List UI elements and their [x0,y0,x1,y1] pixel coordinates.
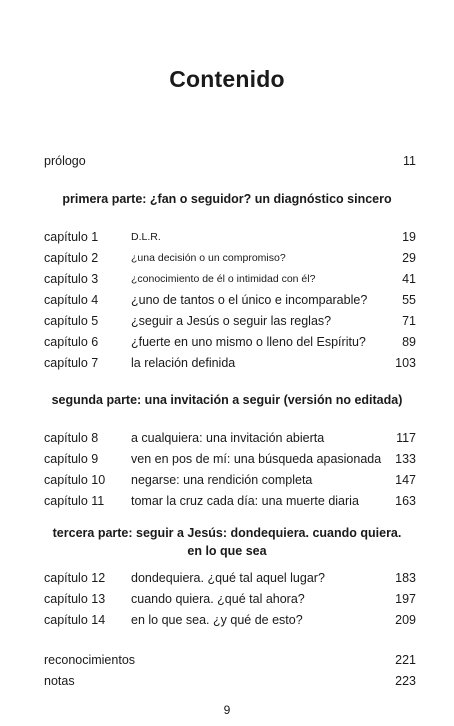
chapter-title: ven en pos de mí: una búsqueda apasionada [131,452,382,466]
toc-label: notas [44,674,75,688]
toc-page-number: 29 [402,251,416,265]
toc-page-number: 117 [396,431,416,445]
chapter-title: D.L.R. [131,231,161,243]
toc-page-number: 89 [402,335,416,349]
toc-row-chapter-5[interactable] [44,311,416,331]
chapter-title: ¿uno de tantos o el único e incomparable? [131,293,368,307]
toc-row-reconocimientos[interactable] [44,650,416,670]
toc-row-chapter-3[interactable] [44,269,416,289]
chapter-number: capítulo 11 [44,494,105,508]
toc-row-chapter-4[interactable] [44,290,416,310]
toc-row-notas[interactable] [44,671,416,691]
chapter-title: ¿conocimiento de él o intimidad con él? [131,273,316,285]
toc-row-chapter-7[interactable] [44,353,416,373]
chapter-number: capítulo 3 [44,272,99,286]
part-heading-3-line-2: en lo que sea [187,544,267,558]
chapter-title: tomar la cruz cada día: una muerte diaria [131,494,359,508]
chapter-title: dondequiera. ¿qué tal aquel lugar? [131,571,325,585]
chapter-title: la relación definida [131,356,236,370]
chapter-number: capítulo 9 [44,452,99,466]
toc-page-number: 147 [395,473,416,487]
toc-row-prologo[interactable] [44,151,416,171]
toc-page-number: 163 [395,494,416,508]
chapter-number: capítulo 5 [44,314,99,328]
chapter-number: capítulo 8 [44,431,99,445]
chapter-title: negarse: una rendición completa [131,473,313,487]
toc-page-number: 11 [403,154,416,168]
chapter-number: capítulo 13 [44,592,106,606]
chapter-number: capítulo 10 [44,473,106,487]
chapter-number: capítulo 4 [44,293,99,307]
toc-row-chapter-9[interactable] [44,449,416,469]
chapter-number: capítulo 1 [44,230,99,244]
chapter-number: capítulo 2 [44,251,99,265]
toc-page-number: 71 [402,314,416,328]
toc-row-chapter-14[interactable] [44,610,416,630]
toc-page-number: 41 [402,272,416,286]
chapter-title: ¿seguir a Jesús o seguir las reglas? [131,314,332,328]
chapter-number: capítulo 7 [44,356,99,370]
chapter-number: capítulo 14 [44,613,106,627]
toc-page-number: 19 [402,230,416,244]
page-title: Contenido [169,66,285,92]
chapter-number: capítulo 12 [44,571,106,585]
chapter-title: en lo que sea. ¿y qué de esto? [131,613,303,627]
toc-row-chapter-8[interactable] [44,428,416,448]
chapter-title: cuando quiera. ¿qué tal ahora? [131,592,305,606]
chapter-title: a cualquiera: una invitación abierta [131,431,325,445]
page-folio: 9 [223,703,231,717]
toc-page-number: 55 [402,293,416,307]
part-heading-1: primera parte: ¿fan o seguidor? un diagnóstico sincero [62,192,392,206]
chapter-number: capítulo 6 [44,335,99,349]
toc-row-chapter-10[interactable] [44,470,416,490]
toc-page-number: 133 [395,452,416,466]
part-heading-2: segunda parte: una invitación a seguir (versión no editada) [51,393,403,407]
toc-row-chapter-1[interactable] [44,227,416,247]
toc-page-number: 197 [395,592,416,606]
toc-row-chapter-6[interactable] [44,332,416,352]
toc-page-number: 221 [395,653,416,667]
toc-row-chapter-13[interactable] [44,589,416,609]
toc-row-chapter-2[interactable] [44,248,416,268]
toc-label: reconocimientos [44,653,136,667]
toc-page-number: 223 [395,674,416,688]
toc-row-chapter-11[interactable] [44,491,416,511]
toc-row-chapter-12[interactable] [44,568,416,588]
part-heading-3-line-1: tercera parte: seguir a Jesús: dondequiera. cuando quiera. [52,526,402,540]
toc-page-number: 183 [395,571,416,585]
toc-page-number: 209 [395,613,416,627]
chapter-title: ¿una decisión o un compromiso? [131,252,286,264]
chapter-title: ¿fuerte en uno mismo o lleno del Espíritu? [131,335,366,349]
toc-label: prólogo [44,154,86,168]
toc-page-number: 103 [395,356,416,370]
